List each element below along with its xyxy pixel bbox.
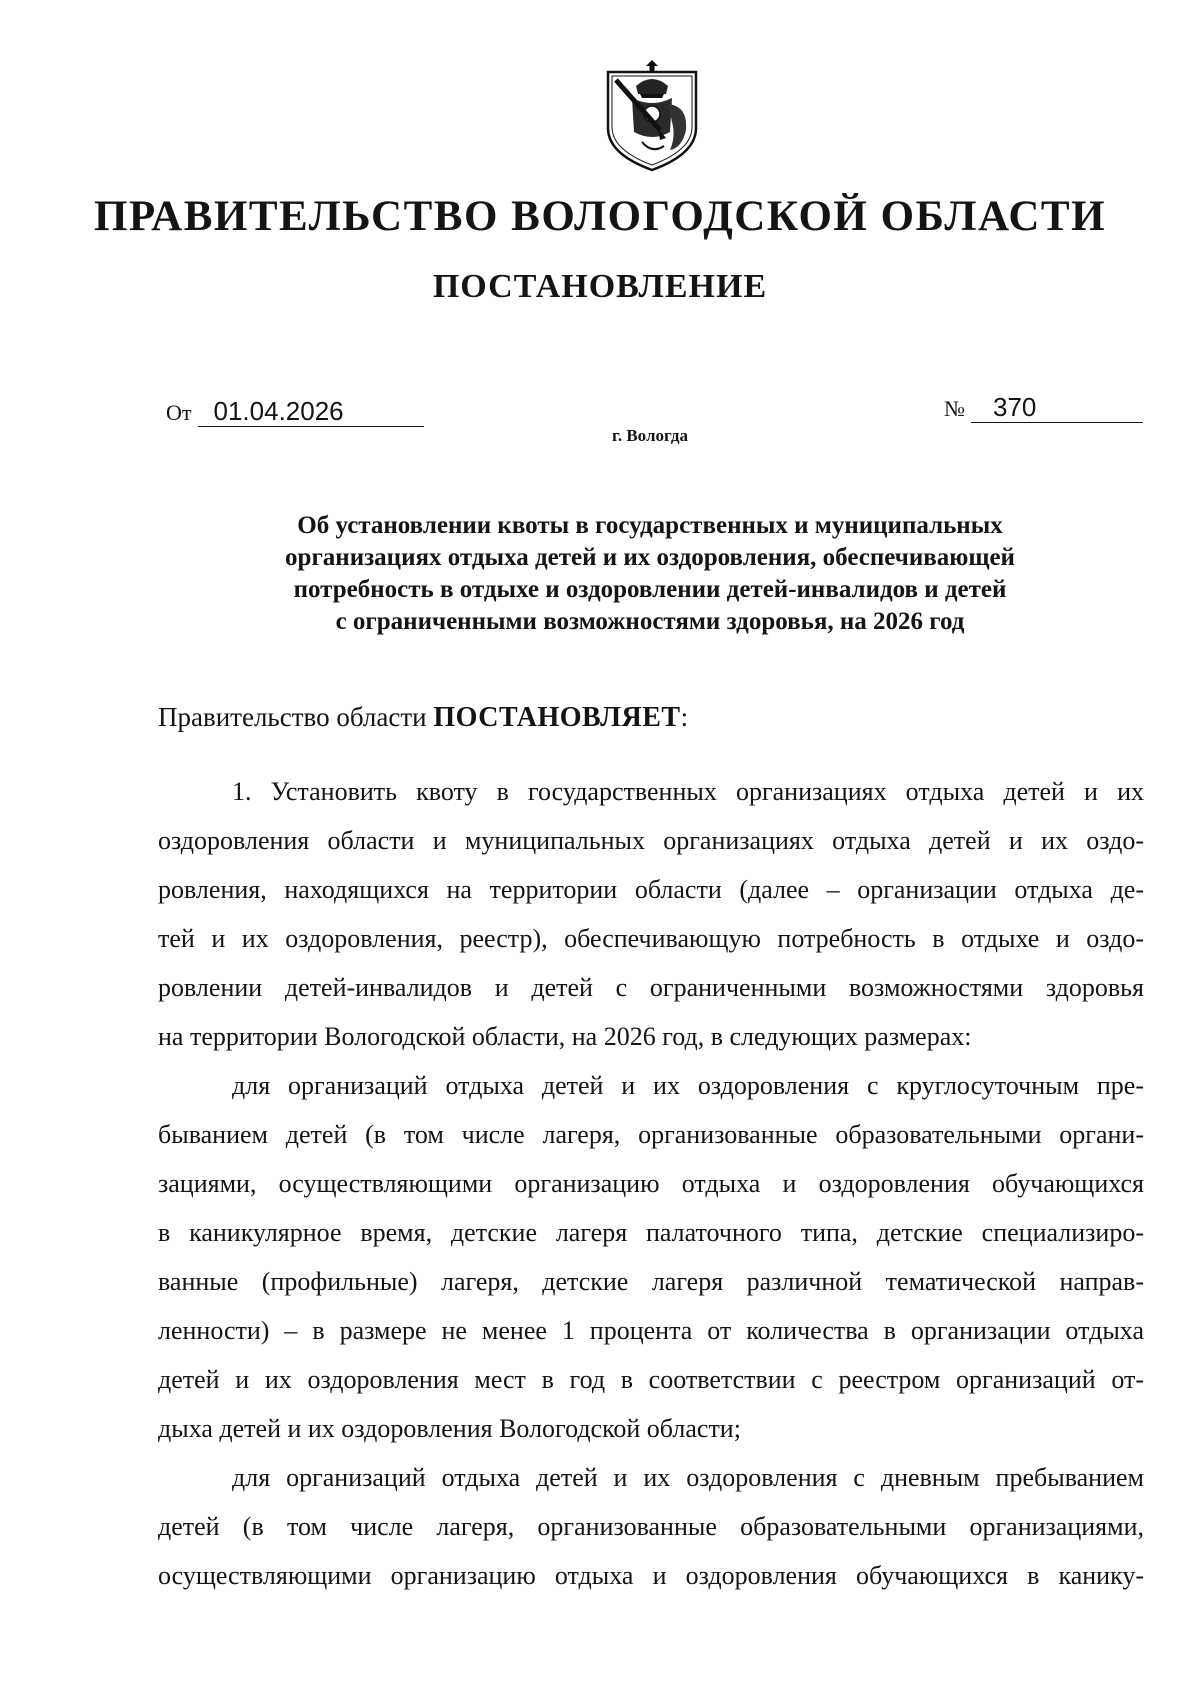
body-text	[158, 767, 1144, 1600]
document-type: ПОСТАНОВЛЕНИЕ	[432, 268, 768, 305]
body-line: дыха детей и их оздоровления Вологодской области;	[158, 1414, 741, 1443]
body-line: оздоровления области и муниципальных организациях отдыха детей и их оздо-	[158, 826, 1144, 855]
body-line: тей и их оздоровления, реестр), обеспечивающую потребность в отдыхе и оздо-	[158, 924, 1144, 953]
number-block	[944, 392, 1143, 423]
body-line: ровления, находящихся на территории области (далее – организации отдыха де-	[158, 875, 1144, 904]
city: г. Вологда	[612, 426, 688, 445]
body-line: ленности) – в размере не менее 1 процента от количества в организации отдыха	[158, 1316, 1144, 1345]
government-title: ПРАВИТЕЛЬСТВО ВОЛОГОДСКОЙ ОБЛАСТИ	[93, 193, 1107, 240]
date-label: От	[166, 400, 192, 425]
body-line: детей (в том числе лагеря, организованные образовательными организациями,	[158, 1512, 1144, 1541]
number-label: №	[944, 396, 965, 421]
subject-line: Об установлении квоты в государственных и муниципальных	[297, 512, 1003, 539]
body-line: для организаций отдыха детей и их оздоровления с дневным пребыванием	[232, 1463, 1144, 1492]
document-number: 370	[971, 392, 1143, 423]
body-line: осуществляющими организацию отдыха и оздоровления обучающихся в канику-	[158, 1561, 1144, 1590]
body-line: для организаций отдыха детей и их оздоровления с круглосуточным пре-	[232, 1071, 1144, 1100]
document-subject	[200, 510, 1100, 638]
body-line: на территории Вологодской области, на 2026 год, в следующих размерах:	[158, 1022, 972, 1051]
preamble-suffix: :	[680, 702, 689, 732]
preamble-keyword: ПОСТАНОВЛЯЕТ	[433, 702, 681, 733]
subject-line: с ограниченными возможностями здоровья, на 2026 год	[335, 608, 965, 635]
body-line: быванием детей (в том числе лагеря, организованные образовательными органи-	[158, 1120, 1144, 1149]
document-date: 01.04.2026	[198, 396, 424, 427]
body-line: в каникулярное время, детские лагеря палаточного типа, детские специализиро-	[158, 1218, 1144, 1247]
subject-line: потребность в отдыхе и оздоровлении детей-инвалидов и детей	[293, 576, 1007, 603]
preamble-prefix: Правительство области	[158, 702, 427, 732]
body-line: детей и их оздоровления мест в год в соответствии с реестром организаций от-	[158, 1365, 1144, 1394]
body-line: ровлении детей-инвалидов и детей с ограниченными возможностями здоровья	[158, 973, 1144, 1002]
body-line: зациями, осуществляющими организацию отдыха и оздоровления обучающихся	[158, 1169, 1144, 1198]
preamble	[158, 702, 688, 734]
subject-line: организациях отдыха детей и их оздоровления, обеспечивающей	[285, 544, 1015, 571]
body-line: ванные (профильные) лагеря, детские лагеря различной тематической направ-	[158, 1267, 1144, 1296]
date-block	[166, 396, 424, 427]
vologda-coat-of-arms-icon	[602, 58, 702, 174]
body-line: 1. Установить квоту в государственных организациях отдыха детей и их	[232, 777, 1144, 806]
